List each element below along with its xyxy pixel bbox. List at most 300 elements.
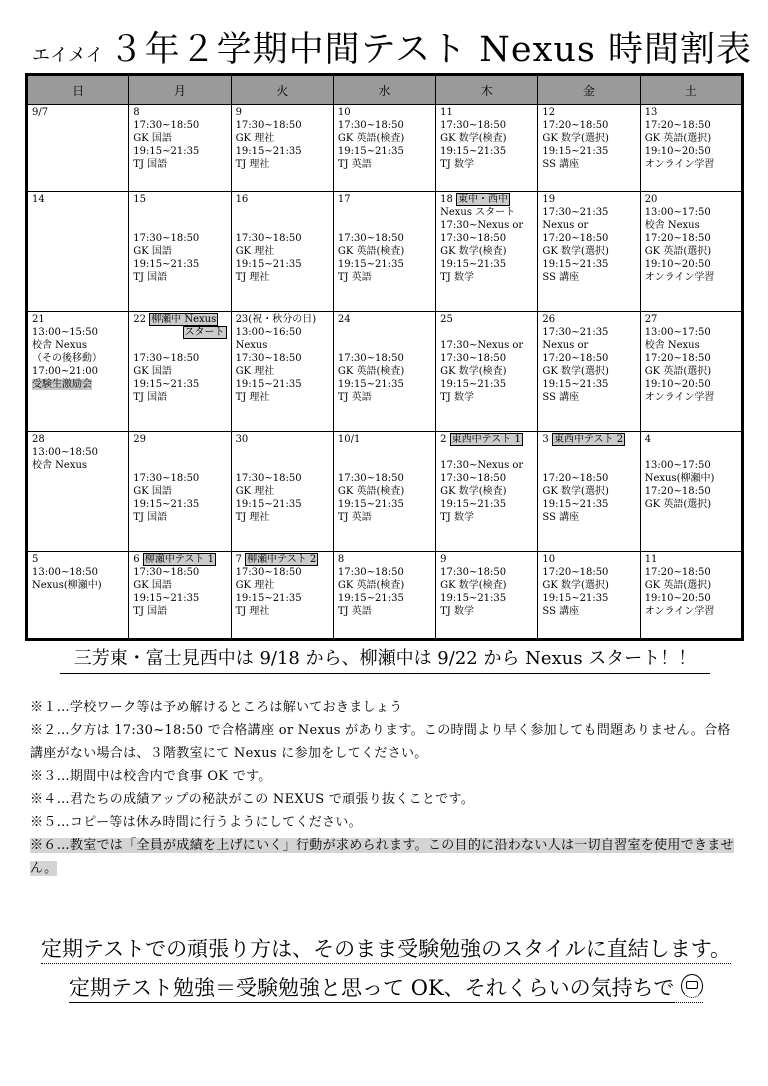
day-number: 13	[644, 107, 658, 118]
day-line	[32, 313, 124, 326]
schedule-text: 19:10~20:50	[644, 378, 711, 390]
day-line	[542, 352, 635, 365]
day-line	[440, 579, 533, 592]
day-line	[236, 106, 329, 119]
day-line	[133, 193, 226, 206]
note-4: ※４…君たちの成績アップの秘訣がこの NEXUS で頑張り抜くことです。	[30, 792, 475, 807]
day-line	[440, 472, 533, 485]
day-line	[440, 206, 533, 219]
note-2: ※２…夕方は 17:30~18:50 で合格講座 or Nexus があります。この時間より早く参加しても問題ありません。合格講座がない場合は、３階教室にて Nexus に参加をしてください。	[30, 723, 731, 761]
schedule-text: 13:00~17:50	[644, 326, 711, 338]
schedule-text: オンライン学習	[644, 271, 715, 283]
day-line	[542, 592, 635, 605]
day-line	[645, 459, 737, 472]
day-line	[645, 145, 737, 158]
day-line	[645, 472, 737, 485]
schedule-text: オンライン学習	[644, 391, 715, 403]
day-cell	[27, 191, 129, 311]
day-number: 24	[337, 313, 351, 325]
schedule-text: TJ 英語	[337, 605, 372, 617]
schedule-text: 19:10~20:50	[644, 146, 711, 157]
schedule-text: 17:20~18:50	[644, 232, 711, 244]
day-cell	[538, 311, 640, 431]
day-line	[542, 391, 635, 404]
day-line	[440, 459, 533, 472]
schedule-text: 17:30~18:50	[235, 232, 302, 244]
schedule-text: GK 英語(選択)	[644, 365, 712, 377]
day-line	[542, 313, 635, 326]
schedule-text: SS 講座	[542, 511, 580, 523]
weekday-tue: 火	[231, 75, 333, 105]
day-line	[440, 339, 533, 352]
day-cell	[27, 311, 129, 431]
event-highlight: 受験生激励会	[32, 378, 92, 390]
day-number: 20	[644, 193, 658, 205]
day-line	[32, 352, 124, 365]
schedule-text: 13:00~17:50	[644, 206, 711, 218]
schedule-text: GK 英語(選択)	[644, 245, 712, 257]
schedule-text: GK 国語	[133, 245, 172, 257]
day-line	[338, 339, 431, 352]
schedule-text: TJ 英語	[337, 159, 372, 170]
schedule-text: Nexus スタート	[440, 206, 516, 218]
day-line	[338, 605, 431, 618]
timetable	[25, 73, 744, 641]
day-line	[542, 106, 635, 119]
weekday-sat: 土	[640, 75, 742, 105]
schedule-text: SS 講座	[542, 159, 580, 170]
day-line	[133, 313, 226, 326]
day-line	[236, 433, 329, 446]
schedule-text: 19:15~21:35	[440, 258, 507, 270]
schedule-text: GK 数学(選択)	[542, 485, 609, 497]
schedule-text: TJ 理社	[235, 271, 270, 283]
day-line	[645, 258, 737, 271]
day-line	[133, 553, 226, 566]
schedule-text: 17:30~18:50	[337, 232, 404, 244]
schedule-text: 19:15~21:35	[542, 378, 609, 390]
schedule-text: GK 数学(検査)	[440, 365, 507, 377]
day-line	[542, 193, 635, 206]
day-cell	[436, 191, 538, 311]
schedule-text: 19:15~21:35	[440, 592, 507, 604]
day-cell	[640, 105, 742, 192]
day-line	[645, 119, 737, 132]
day-line	[338, 145, 431, 158]
schedule-text: GK 数学(選択)	[542, 579, 609, 591]
schedule-text: 19:15~21:35	[542, 498, 609, 510]
day-line	[542, 232, 635, 245]
schedule-text: 17:30~18:50	[133, 232, 200, 244]
day-line	[236, 232, 329, 245]
day-line	[133, 365, 226, 378]
schedule-text: 13:00~17:50	[644, 459, 711, 471]
schedule-text: 17:20~18:50	[644, 566, 711, 578]
day-cell	[333, 311, 435, 431]
event-tag: 柳瀬中テスト 2	[247, 553, 317, 565]
event-tag: 柳瀬中 Nexus	[151, 313, 217, 325]
day-line	[542, 433, 635, 446]
event-tag: 東中・西中	[458, 193, 509, 205]
day-line	[133, 245, 226, 258]
schedule-text: GK 数学(選択)	[542, 365, 609, 377]
event-tag: 東西中テスト 1	[451, 433, 521, 445]
schedule-text: 17:30~21:35	[542, 326, 609, 338]
day-line	[338, 485, 431, 498]
schedule-text: TJ 理社	[235, 391, 270, 403]
day-line	[133, 391, 226, 404]
day-line	[236, 193, 329, 206]
day-line	[440, 485, 533, 498]
schedule-text: GK 数学(選択)	[542, 245, 609, 257]
day-cell	[436, 105, 538, 192]
schedule-text: 13:00~15:50	[32, 326, 99, 338]
day-number: 9/7	[32, 107, 49, 118]
week-row	[27, 191, 743, 311]
weekday-thu: 木	[436, 75, 538, 105]
day-number: 7	[235, 553, 246, 565]
day-cell	[129, 551, 231, 639]
day-line	[542, 245, 635, 258]
day-line	[236, 219, 329, 232]
day-line	[440, 271, 533, 284]
schedule-text: GK 理社	[235, 133, 275, 144]
day-line	[440, 132, 533, 145]
day-cell	[27, 551, 129, 639]
day-number: 28	[32, 433, 45, 445]
day-number: 9	[235, 107, 242, 118]
schedule-text: 校舎 Nexus	[644, 219, 700, 231]
schedule-text: 17:30~18:50	[337, 566, 404, 578]
day-line	[645, 106, 737, 119]
day-line	[338, 553, 431, 566]
day-line	[645, 433, 737, 446]
day-line	[338, 579, 431, 592]
event-tag: 柳瀬中テスト 1	[144, 553, 214, 565]
day-line	[338, 433, 431, 446]
day-line	[236, 446, 329, 459]
schedule-text: 19:15~21:35	[133, 258, 200, 270]
schedule-text: TJ 数学	[440, 271, 474, 283]
schedule-text: 17:30~18:50	[440, 566, 507, 578]
day-cell	[333, 191, 435, 311]
schedule-text: 19:15~21:35	[235, 378, 302, 390]
day-cell	[436, 431, 538, 551]
day-line	[645, 245, 737, 258]
day-line	[338, 219, 431, 232]
day-line	[133, 206, 226, 219]
schedule-text: 17:30~18:50	[337, 120, 404, 131]
event-tag: スタート	[184, 326, 225, 338]
closing-line-1	[30, 933, 742, 963]
day-line	[542, 579, 635, 592]
schedule-text: 19:15~21:35	[133, 498, 200, 510]
day-line	[338, 592, 431, 605]
schedule-text: 17:30~18:50	[440, 352, 507, 364]
schedule-text: 19:15~21:35	[542, 258, 609, 270]
day-line	[542, 511, 635, 524]
day-number: 11	[644, 553, 658, 565]
day-number: 5	[32, 553, 39, 565]
day-line	[542, 219, 635, 232]
schedule-text: 17:20~18:50	[542, 472, 609, 484]
day-cell	[129, 191, 231, 311]
day-line	[440, 378, 533, 391]
day-line	[338, 365, 431, 378]
day-number: 27	[644, 313, 658, 325]
weekday-header-row	[27, 75, 743, 105]
schedule-text: TJ 理社	[235, 605, 270, 617]
day-line	[133, 579, 226, 592]
schedule-text: 17:30~18:50	[440, 232, 507, 244]
day-line	[338, 193, 431, 206]
page-title	[32, 22, 752, 70]
day-line	[32, 553, 124, 566]
schedule-text: GK 英語(選択)	[644, 579, 712, 591]
day-line	[645, 313, 737, 326]
day-cell	[333, 431, 435, 551]
day-line	[32, 326, 124, 339]
day-cell	[27, 431, 129, 551]
day-line	[645, 339, 737, 352]
schedule-text: 19:15~21:35	[337, 146, 404, 157]
schedule-text: GK 数学(検査)	[440, 485, 507, 497]
day-cell	[640, 311, 742, 431]
schedule-text: 17:30~18:50	[440, 472, 507, 484]
day-line	[236, 378, 329, 391]
schedule-text: 17:20~18:50	[542, 352, 609, 364]
day-line	[236, 605, 329, 618]
day-line	[338, 326, 431, 339]
schedule-text: TJ 理社	[235, 159, 270, 170]
day-line	[542, 339, 635, 352]
schedule-text: GK 理社	[235, 365, 275, 377]
schedule-text: TJ 英語	[337, 391, 372, 403]
day-line	[338, 446, 431, 459]
day-line	[338, 391, 431, 404]
day-number: 10	[337, 107, 351, 118]
day-line	[236, 498, 329, 511]
day-number: 4	[644, 433, 652, 445]
day-line	[440, 498, 533, 511]
day-number: 8	[133, 107, 140, 118]
day-line	[440, 352, 533, 365]
schedule-text: 17:30~18:50	[133, 566, 200, 578]
note-6-text: ※６…教室では「全員が成績を上げにいく」行動が求められます。この目的に沿わない人は一切自習室を使用できません。	[30, 838, 734, 876]
day-line	[440, 313, 533, 326]
day-line	[440, 258, 533, 271]
day-line	[440, 145, 533, 158]
schedule-text: GK 理社	[235, 579, 275, 591]
day-line	[542, 378, 635, 391]
schedule-text: 19:15~21:35	[542, 146, 609, 157]
schedule-text: 19:15~21:35	[542, 592, 609, 604]
day-line	[542, 271, 635, 284]
day-line	[236, 119, 329, 132]
day-line	[645, 158, 737, 171]
day-line	[645, 579, 737, 592]
schedule-text: 17:30~18:50	[133, 472, 200, 484]
day-number: 10	[542, 553, 556, 565]
day-line	[133, 592, 226, 605]
week-row	[27, 551, 743, 639]
day-line	[32, 579, 124, 592]
day-line	[440, 511, 533, 524]
weekday-mon: 月	[129, 75, 231, 105]
day-number: 15	[133, 193, 147, 205]
schedule-text: 17:30~Nexus or	[440, 219, 524, 231]
day-line	[440, 446, 533, 459]
schedule-text: SS 講座	[542, 271, 580, 283]
day-line	[542, 485, 635, 498]
day-line	[32, 459, 124, 472]
day-line	[542, 472, 635, 485]
schedule-text: 17:20~18:50	[542, 232, 609, 244]
day-line	[645, 232, 737, 245]
day-line	[542, 553, 635, 566]
schedule-text: 校舎 Nexus	[32, 339, 88, 351]
day-line	[236, 553, 329, 566]
day-cell	[231, 551, 333, 639]
day-line	[338, 313, 431, 326]
notes-section	[30, 696, 742, 880]
day-line	[133, 132, 226, 145]
schedule-text: TJ 数学	[440, 159, 474, 170]
schedule-text: GK 英語(検査)	[337, 579, 405, 591]
day-line	[133, 219, 226, 232]
day-line	[133, 119, 226, 132]
schedule-text: 13:00~16:50	[235, 326, 302, 338]
schedule-text: 13:00~18:50	[32, 566, 99, 578]
day-number: 29	[133, 433, 147, 445]
schedule-text: 19:15~21:35	[235, 592, 302, 604]
day-line	[338, 119, 431, 132]
day-line	[645, 326, 737, 339]
schedule-text: 17:20~18:50	[644, 352, 711, 364]
schedule-text: GK 英語(検査)	[337, 485, 405, 497]
schedule-text: 19:15~21:35	[337, 498, 404, 510]
day-number: 11	[440, 107, 453, 118]
day-line	[645, 206, 737, 219]
day-line	[236, 511, 329, 524]
day-line	[542, 326, 635, 339]
day-line	[32, 193, 124, 206]
schedule-text: GK 理社	[235, 485, 275, 497]
schedule-text: TJ 英語	[337, 271, 372, 283]
schedule-text: 17:30~18:50	[337, 472, 404, 484]
start-banner: 三芳東・富士見西中は 9/18 から、柳瀬中は 9/22 から Nexus スタート！！	[60, 644, 710, 674]
schedule-text: TJ 英語	[337, 511, 372, 523]
day-line	[236, 206, 329, 219]
day-line	[338, 232, 431, 245]
day-line	[133, 446, 226, 459]
day-number: 25	[440, 313, 453, 325]
day-line	[32, 339, 124, 352]
day-line	[236, 472, 329, 485]
schedule-text: 19:15~21:35	[235, 258, 302, 270]
day-line	[133, 433, 226, 446]
day-line	[236, 271, 329, 284]
closing-line-2	[30, 972, 742, 1002]
day-number: 18	[440, 193, 457, 205]
schedule-text: 19:15~21:35	[337, 378, 404, 390]
day-line	[645, 271, 737, 284]
day-line	[32, 365, 124, 378]
day-cell	[231, 311, 333, 431]
day-line	[236, 391, 329, 404]
schedule-text: GK 国語	[133, 133, 172, 144]
schedule-text: Nexus or	[542, 339, 589, 351]
schedule-text: TJ 国語	[133, 605, 168, 617]
schedule-text: 17:20~18:50	[542, 566, 609, 578]
schedule-text: 17:20~18:50	[542, 120, 609, 131]
day-line	[440, 119, 533, 132]
day-cell	[231, 191, 333, 311]
day-cell	[436, 311, 538, 431]
day-line	[236, 132, 329, 145]
day-line	[338, 472, 431, 485]
day-cell	[538, 105, 640, 192]
day-line	[542, 158, 635, 171]
schedule-text: TJ 数学	[440, 605, 474, 617]
day-line	[440, 605, 533, 618]
day-number: 23(祝・秋分の日)	[235, 313, 317, 325]
schedule-text: Nexus	[235, 339, 268, 351]
day-line	[645, 219, 737, 232]
day-line	[133, 258, 226, 271]
day-number: 2	[440, 433, 450, 445]
day-line	[133, 158, 226, 171]
schedule-text: 19:10~20:50	[644, 592, 711, 604]
day-cell	[231, 105, 333, 192]
day-line	[542, 365, 635, 378]
schedule-text: オンライン学習	[644, 605, 715, 617]
schedule-text: TJ 国語	[133, 391, 168, 403]
title-main: ３年２学期中間テスト Nexus 時間割表	[108, 30, 752, 70]
day-line	[32, 106, 124, 119]
day-line	[338, 258, 431, 271]
day-line	[338, 132, 431, 145]
day-cell	[231, 431, 333, 551]
day-line	[236, 313, 329, 326]
timetable-body	[27, 105, 743, 640]
day-line	[645, 365, 737, 378]
day-number: 12	[542, 107, 556, 118]
schedule-text: 17:30~18:50	[337, 352, 404, 364]
day-line	[32, 378, 124, 391]
day-line	[338, 106, 431, 119]
day-cell	[640, 431, 742, 551]
day-line	[645, 498, 737, 511]
schedule-text: 17:30~21:35	[542, 206, 609, 218]
schedule-text: TJ 国語	[133, 271, 168, 283]
day-line	[236, 158, 329, 171]
schedule-text: 19:15~21:35	[440, 498, 507, 510]
day-line	[133, 352, 226, 365]
day-number: 17	[337, 193, 351, 205]
day-line	[236, 579, 329, 592]
schedule-text: GK 数学(検査)	[440, 245, 507, 257]
schedule-text: SS 講座	[542, 605, 580, 617]
schedule-text: 17:20~18:50	[644, 120, 711, 131]
schedule-text: GK 英語(検査)	[337, 365, 405, 377]
day-line	[542, 605, 635, 618]
day-line	[133, 339, 226, 352]
day-line	[236, 145, 329, 158]
day-line	[338, 511, 431, 524]
schedule-text: 19:15~21:35	[440, 146, 507, 157]
day-line	[542, 145, 635, 158]
